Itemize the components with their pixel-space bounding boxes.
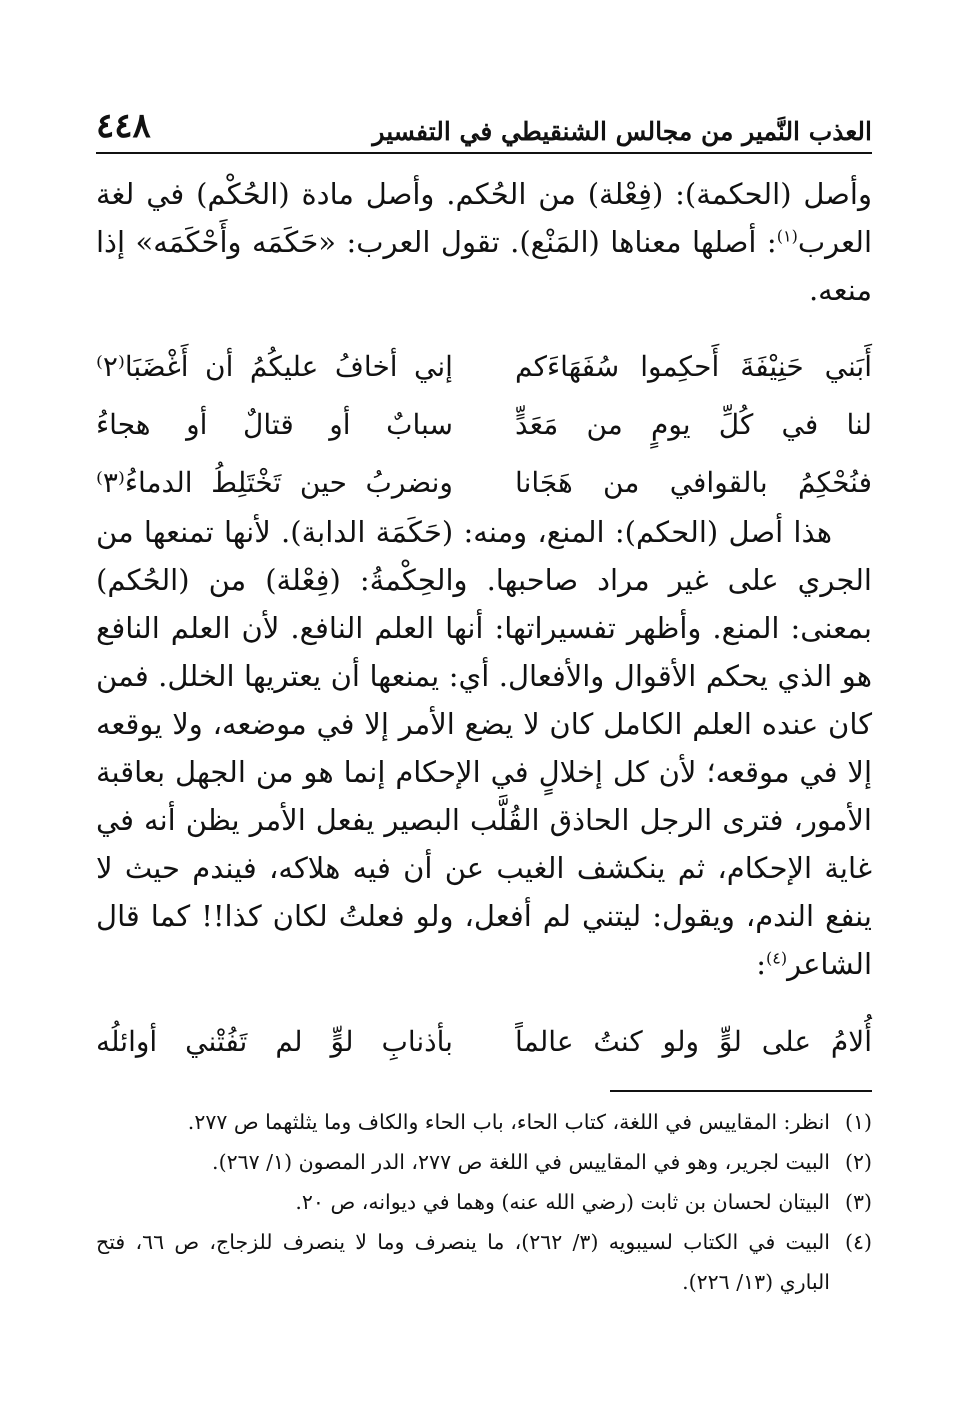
running-title: العذب النَّمير من مجالس الشنقيطي في التفسير	[372, 117, 872, 146]
footnote-entry	[96, 1142, 872, 1182]
verse-first-hemistich: لنا في كُلِّ يومٍ من مَعَدٍّ	[515, 407, 872, 441]
poem-verse	[96, 337, 872, 395]
poem-verse	[96, 1012, 872, 1070]
footnote-ref: (١)	[776, 226, 798, 246]
verse-first-hemistich: فنُحْكِمُ بالقوافي من هَجَانا	[515, 465, 872, 499]
paragraph-text-continued: :	[756, 947, 766, 981]
footnote-marker: (٣)	[844, 1190, 872, 1214]
verse-second-hemistich: ونضربُ حين تَخْتَلِطُ الدماءُ⁽٣⁾	[96, 465, 453, 499]
page-header	[96, 98, 872, 154]
footnote-divider	[610, 1090, 872, 1092]
paragraph-hukm-explanation	[96, 508, 872, 988]
footnote-entry	[96, 1182, 872, 1222]
footnote-entry	[96, 1222, 872, 1302]
footnote-ref: (٤)	[766, 948, 788, 968]
footnote-marker: (٤)	[844, 1230, 872, 1254]
footnotes	[96, 1102, 872, 1302]
verse-second-hemistich: سبابٌ أو قتالٌ أو هجاءُ	[96, 407, 453, 441]
footnote-marker: (٢)	[844, 1150, 872, 1174]
page-number: ٤٤٨	[96, 106, 151, 146]
poem-jarir-hassan	[96, 337, 872, 511]
paragraph-text: وأصل (الحكمة): (فِعْلة) من الحُكم. وأصل مادة (الحُكْم) في لغة العرب	[96, 177, 872, 259]
verse-second-hemistich: بأذنابِ لوٍّ لم تَفُتْني أوائلُه	[96, 1024, 453, 1058]
paragraph-text: هذا أصل (الحكم): المنع، ومنه: (حَكَمَة الدابة). لأنها تمنعها من الجري على غير مراد صاحبها. والحِكْمةُ: (فِعْلة) من (الحُكم) بمعنى: المنع. وأظهر تفسيراتها: أنها العلم النافع. لأن العلم النافع هو الذي يحكم الأقوال والأفعال. أي: يمنعها أن يعتريها الخلل. فمن كان عنده العلم الكامل كان لا يضع الأمر إلا في موضعه، ولا يوقعه إلا في موقعه؛ لأن كل إخلالٍ في الإحكام إنما هو من الجهل بعاقبة الأمور، فترى الرجل الحاذق القُلَّب البصير يفعل الأمر يظن أنه في غاية الإحكام، ثم ينكشف الغيب عن أن فيه هلاكه، فيندم حيث لا ينفع الندم، ويقول: ليتني لم أفعل، ولو فعلتُ لكان كذا!! كما قال الشاعر	[96, 515, 872, 981]
footnote-text: البيتان لحسان بن ثابت (رضي الله عنه) وهما في ديوانه، ص ٢٠.	[295, 1190, 830, 1214]
poem-verse	[96, 453, 872, 511]
footnote-text: البيت في الكتاب لسيبويه (٣/ ٢٦٢)، ما ينصرف وما لا ينصرف للزجاج، ص ٦٦، فتح الباري (١٣/ ٢٢٦).	[96, 1230, 830, 1294]
verse-second-hemistich: إني أخافُ عليكُمُ أن أَغْضَبَا⁽٢⁾	[96, 349, 453, 383]
paragraph-text-continued: : أصلها معناها (المَنْع). تقول العرب: «حَكَمَه وأَحْكَمَه» إذا منعه.	[96, 225, 872, 307]
footnote-entry	[96, 1102, 872, 1142]
footnote-text: البيت لجرير، وهو في المقاييس في اللغة ص ٢٧٧، الدر المصون (١/ ٢٦٧).	[212, 1150, 830, 1174]
poem-law	[96, 1012, 872, 1070]
footnote-marker: (١)	[844, 1110, 872, 1134]
footnote-text: انظر: المقاييس في اللغة، كتاب الحاء، باب الحاء والكاف وما يثلثهما ص ٢٧٧.	[187, 1110, 830, 1134]
paragraph-hikma-definition	[96, 170, 872, 314]
poem-verse	[96, 395, 872, 453]
verse-first-hemistich: أُلامُ على لوٍّ ولو كنتُ عالماً	[515, 1024, 872, 1058]
verse-first-hemistich: أَبَني حَنِيْفَةَ أَحكِموا سُفَهَاءَكم	[515, 349, 872, 383]
